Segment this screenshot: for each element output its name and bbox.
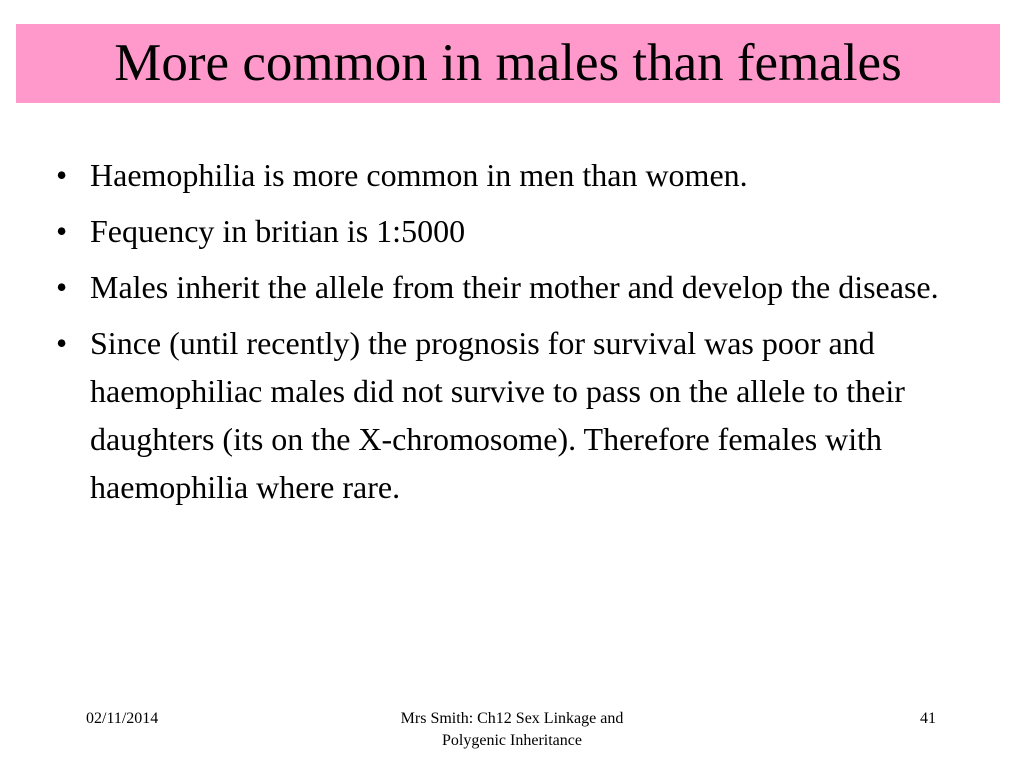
footer-course-line-2: Polygenic Inheritance: [442, 732, 582, 749]
bullet-icon: •: [56, 325, 68, 361]
bullet-text: Haemophilia is more common in men than women.: [90, 157, 748, 193]
bullet-item: [56, 263, 976, 311]
bullet-item: [56, 207, 976, 255]
bullet-item: [56, 319, 976, 511]
bullet-icon: •: [56, 269, 68, 305]
bullet-icon: •: [56, 157, 68, 193]
footer-date: 02/11/2014: [86, 710, 159, 727]
bullet-text: Since (until recently) the prognosis for survival was poor and haemophiliac males did not survive to pass on the allele to their daughters (its on the X-chromosome). Therefore females with haemophilia where rare.: [90, 325, 905, 505]
page-number: 41: [920, 710, 936, 727]
slide-title: More common in males than females: [114, 34, 902, 92]
bullet-icon: •: [56, 213, 68, 249]
bullet-text: Males inherit the allele from their mother and develop the disease.: [90, 269, 939, 305]
footer-course-title: [362, 708, 662, 752]
footer-course-line-1: Mrs Smith: Ch12 Sex Linkage and: [400, 710, 624, 727]
title-banner: [16, 24, 1000, 103]
bullet-text: Fequency in britian is 1:5000: [90, 213, 466, 249]
bullet-item: [56, 151, 976, 199]
bullet-list: [56, 151, 976, 519]
